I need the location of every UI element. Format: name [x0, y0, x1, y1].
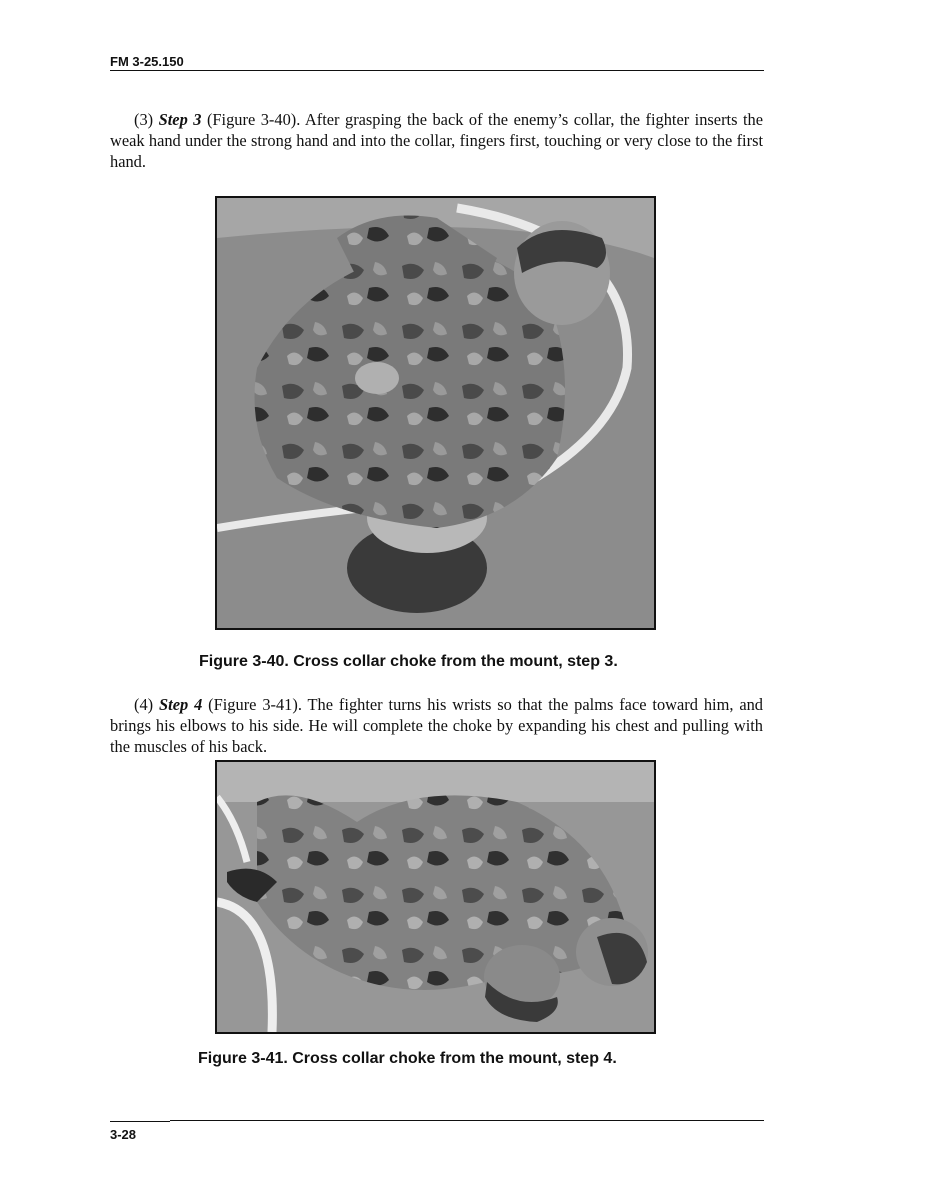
paragraph-text: (Figure 3-40). After grasping the back of the enemy’s collar, the fighter inserts the weak hand under the strong hand and into the collar, fingers first, touching or very close to the first hand.: [110, 110, 763, 171]
paragraph-step-4: [110, 694, 763, 757]
step-label: Step 4: [159, 695, 203, 714]
paragraph-step-3: [110, 109, 763, 172]
figure-3-41-photo: [215, 760, 656, 1034]
mount-choke-step4-photo: [217, 762, 654, 1032]
paragraph-number: (4): [134, 695, 154, 714]
mount-choke-step3-photo: [217, 198, 654, 628]
figure-3-40-photo: [215, 196, 656, 630]
header-rule: [110, 70, 764, 71]
footer-rule-short: [110, 1121, 170, 1122]
figure-3-41-caption: Figure 3-41. Cross collar choke from the mount, step 4.: [198, 1050, 617, 1067]
step-label: Step 3: [158, 110, 202, 129]
running-header: FM 3-25.150: [110, 54, 184, 69]
figure-3-40-caption: Figure 3-40. Cross collar choke from the mount, step 3.: [199, 653, 618, 670]
page-number: 3-28: [110, 1127, 137, 1142]
footer-rule: [170, 1120, 764, 1121]
paragraph-number: (3): [134, 110, 154, 129]
paragraph-text: (Figure 3-41). The fighter turns his wrists so that the palms face toward him, and brings his elbows to his side. He will complete the choke by expanding his chest and pulling with the muscles of his back.: [110, 695, 763, 756]
